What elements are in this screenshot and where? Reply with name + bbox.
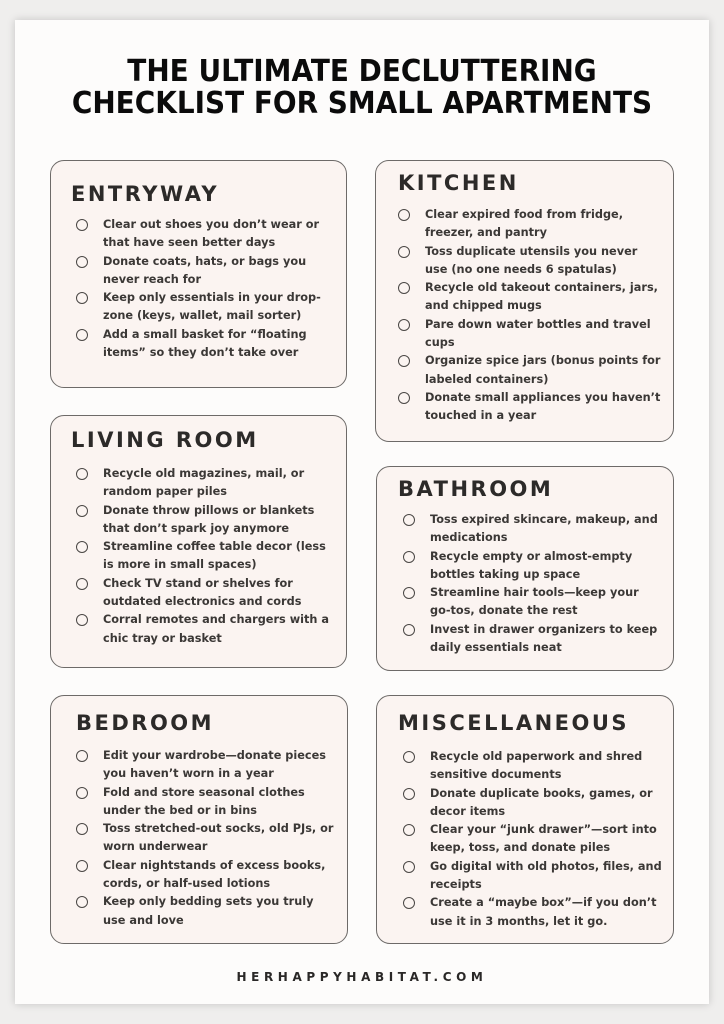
checklist-item[interactable]: Toss expired skincare, makeup, and medications <box>403 511 663 548</box>
kitchen-list <box>398 206 663 426</box>
miscellaneous-list <box>403 748 665 931</box>
checkbox-circle-icon[interactable] <box>398 392 410 404</box>
checkbox-circle-icon[interactable] <box>403 514 415 526</box>
page-title <box>25 56 698 120</box>
checklist-item[interactable]: Create a “maybe box”—if you don’t use it in 3 months, let it go. <box>403 894 665 931</box>
checkbox-circle-icon[interactable] <box>403 897 415 909</box>
checkbox-circle-icon[interactable] <box>76 787 88 799</box>
checklist-item[interactable]: Donate duplicate books, games, or decor items <box>403 785 665 822</box>
checklist-item[interactable]: Clear nightstands of excess books, cords, or half-used lotions <box>76 857 338 894</box>
kitchen-card <box>375 160 674 442</box>
bedroom-card <box>50 695 348 944</box>
bathroom-title: BATHROOM <box>398 477 554 501</box>
living-room-title: LIVING ROOM <box>71 428 259 452</box>
entryway-title: ENTRYWAY <box>71 182 220 206</box>
checkbox-circle-icon[interactable] <box>403 751 415 763</box>
checkbox-circle-icon[interactable] <box>76 750 88 762</box>
checklist-item[interactable]: Keep only essentials in your drop-zone (keys, wallet, mail sorter) <box>76 289 336 326</box>
checklist-item[interactable]: Streamline coffee table decor (less is more in small spaces) <box>76 538 338 575</box>
entryway-list <box>76 216 336 362</box>
checklist-item[interactable]: Organize spice jars (bonus points for labeled containers) <box>398 352 663 389</box>
checkbox-circle-icon[interactable] <box>76 329 88 341</box>
checkbox-circle-icon[interactable] <box>398 209 410 221</box>
title-line-2: CHECKLIST FOR SMALL APARTMENTS <box>71 86 653 121</box>
checkbox-circle-icon[interactable] <box>398 355 410 367</box>
checkbox-circle-icon[interactable] <box>76 468 88 480</box>
bathroom-list <box>403 511 663 657</box>
checkbox-circle-icon[interactable] <box>403 551 415 563</box>
living-room-list <box>76 465 338 648</box>
checklist-item[interactable]: Toss duplicate utensils you never use (no one needs 6 spatulas) <box>398 243 663 280</box>
checklist-item[interactable]: Edit your wardrobe—donate pieces you haven’t worn in a year <box>76 747 338 784</box>
website-footer: HERHAPPYHABITAT.COM <box>236 970 488 984</box>
bedroom-list <box>76 747 338 930</box>
miscellaneous-card <box>376 695 674 944</box>
checklist-item[interactable]: Donate coats, hats, or bags you never reach for <box>76 253 336 290</box>
checkbox-circle-icon[interactable] <box>76 823 88 835</box>
checklist-item[interactable]: Add a small basket for “floating items” so they don’t take over <box>76 326 336 363</box>
checklist-item[interactable]: Streamline hair tools—keep your go-tos, donate the rest <box>403 584 663 621</box>
checkbox-circle-icon[interactable] <box>76 256 88 268</box>
checkbox-circle-icon[interactable] <box>403 624 415 636</box>
checkbox-circle-icon[interactable] <box>403 788 415 800</box>
checkbox-circle-icon[interactable] <box>76 219 88 231</box>
checklist-item[interactable]: Donate throw pillows or blankets that don’t spark joy anymore <box>76 502 338 539</box>
checkbox-circle-icon[interactable] <box>403 824 415 836</box>
checkbox-circle-icon[interactable] <box>76 896 88 908</box>
entryway-card <box>50 160 347 388</box>
checklist-item[interactable]: Check TV stand or shelves for outdated electronics and cords <box>76 575 338 612</box>
miscellaneous-title: MISCELLANEOUS <box>398 711 630 735</box>
checklist-item[interactable]: Donate small appliances you haven’t touched in a year <box>398 389 663 426</box>
checklist-item[interactable]: Recycle old magazines, mail, or random paper piles <box>76 465 338 502</box>
checklist-item[interactable]: Go digital with old photos, files, and receipts <box>403 858 665 895</box>
checklist-item[interactable]: Pare down water bottles and travel cups <box>398 316 663 353</box>
checklist-item[interactable]: Toss stretched-out socks, old PJs, or worn underwear <box>76 820 338 857</box>
living-room-card <box>50 415 347 668</box>
checkbox-circle-icon[interactable] <box>76 860 88 872</box>
checkbox-circle-icon[interactable] <box>76 614 88 626</box>
checklist-item[interactable]: Clear expired food from fridge, freezer, and pantry <box>398 206 663 243</box>
bathroom-card <box>376 466 674 671</box>
checkbox-circle-icon[interactable] <box>398 246 410 258</box>
checklist-item[interactable]: Fold and store seasonal clothes under the bed or in bins <box>76 784 338 821</box>
checkbox-circle-icon[interactable] <box>76 578 88 590</box>
checkbox-circle-icon[interactable] <box>403 587 415 599</box>
checkbox-circle-icon[interactable] <box>76 541 88 553</box>
checklist-item[interactable]: Clear out shoes you don’t wear or that have seen better days <box>76 216 336 253</box>
checklist-item[interactable]: Recycle empty or almost-empty bottles taking up space <box>403 548 663 585</box>
checklist-item[interactable]: Invest in drawer organizers to keep daily essentials neat <box>403 621 663 658</box>
checkbox-circle-icon[interactable] <box>398 319 410 331</box>
checklist-item[interactable]: Recycle old takeout containers, jars, and chipped mugs <box>398 279 663 316</box>
checklist-item[interactable]: Clear your “junk drawer”—sort into keep, toss, and donate piles <box>403 821 665 858</box>
checkbox-circle-icon[interactable] <box>76 292 88 304</box>
checklist-item[interactable]: Keep only bedding sets you truly use and love <box>76 893 338 930</box>
bedroom-title: BEDROOM <box>76 711 215 735</box>
checkbox-circle-icon[interactable] <box>76 505 88 517</box>
checklist-item[interactable]: Corral remotes and chargers with a chic tray or basket <box>76 611 338 648</box>
kitchen-title: KITCHEN <box>398 171 519 195</box>
checkbox-circle-icon[interactable] <box>398 282 410 294</box>
checklist-item[interactable]: Recycle old paperwork and shred sensitive documents <box>403 748 665 785</box>
title-line-1: THE ULTIMATE DECLUTTERING <box>127 54 597 89</box>
checkbox-circle-icon[interactable] <box>403 861 415 873</box>
